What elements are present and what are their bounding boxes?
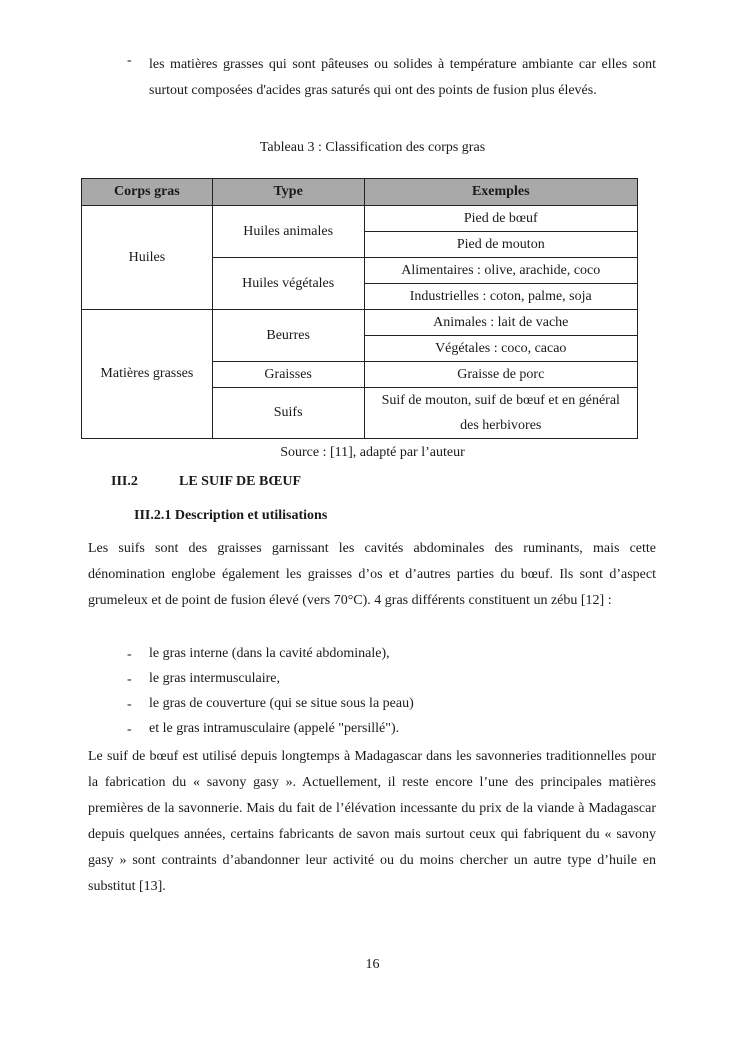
bullet-dash: - — [127, 53, 132, 68]
top-bullet-text: les matières grasses qui sont pâteuses ou solides à température ambiante car elles sont surtout composées d'acides gras saturés qui ont des points de fusion plus élevés. — [149, 57, 656, 98]
subsection-title: III.2.1 Description et utilisations — [134, 508, 328, 523]
page-number: 16 — [365, 957, 380, 972]
cell-huiles-animales: Huiles animales — [212, 206, 364, 258]
cell-suifs-exemples-2: des herbivores — [364, 413, 637, 439]
cell-suifs-exemples-1: Suif de mouton, suif de bœuf et en général — [364, 388, 637, 414]
cell-matieres-grasses: Matières grasses — [82, 310, 213, 439]
section-number: III.2 — [111, 474, 138, 489]
cell-graisses: Graisses — [212, 362, 364, 388]
cell-huiles-vegetales: Huiles végétales — [212, 258, 364, 310]
cell-beurres-animales: Animales : lait de vache — [364, 310, 637, 336]
bullet-dash: - — [127, 647, 132, 662]
table-source: Source : [11], adapté par l’auteur — [280, 445, 465, 460]
bullet-dash: - — [127, 697, 132, 712]
cell-industrielles: Industrielles : coton, palme, soja — [364, 284, 637, 310]
bullet-dash: - — [127, 722, 132, 737]
list-item: le gras intermusculaire, — [149, 671, 281, 686]
list-item: le gras de couverture (qui se situe sous la peau) — [149, 696, 414, 711]
classification-table — [81, 178, 638, 439]
table-caption: Tableau 3 : Classification des corps gras — [259, 140, 486, 155]
cell-pied-mouton: Pied de mouton — [364, 232, 637, 258]
table-header-row — [82, 179, 638, 206]
cell-suifs: Suifs — [212, 388, 364, 439]
paragraph-suif-madagascar: Le suif de bœuf est utilisé depuis longtemps à Madagascar dans les savonneries traditionnelles pour la fabrication du « savony gasy ». Actuellement, il reste encore l’une des principales matières premières de la savonnerie. Mais du fait de l’élévation incessante du prix de la viande à Madagascar depuis quelques années, certains fabricants de savon mais surtout ceux qui fabriquent du « savony gasy » sont contraints d’abandonner leur activité ou du moins chercher un autre type d’huile en substitut [13]. — [88, 749, 656, 894]
header-type: Type — [212, 179, 364, 206]
cell-graisse-porc: Graisse de porc — [364, 362, 637, 388]
bullet-dash: - — [127, 672, 132, 687]
list-item: le gras interne (dans la cavité abdominale), — [149, 646, 390, 661]
cell-pied-boeuf: Pied de bœuf — [364, 206, 637, 232]
table-row — [82, 310, 638, 336]
table-row — [82, 206, 638, 232]
list-item: et le gras intramusculaire (appelé "persillé"). — [149, 721, 400, 736]
cell-beurres-vegetales: Végétales : coco, cacao — [364, 336, 637, 362]
cell-huiles: Huiles — [82, 206, 213, 310]
header-corps-gras: Corps gras — [82, 179, 213, 206]
paragraph-suifs-description: Les suifs sont des graisses garnissant les cavités abdominales des ruminants, mais cette dénomination englobe également les graisses d’os et d’autres parties du bœuf. Ils sont d’aspect grumeleux et de point de fusion élevé (vers 70°C). 4 gras différents constituent un zébu [12] : — [88, 541, 656, 608]
cell-beurres: Beurres — [212, 310, 364, 362]
header-exemples: Exemples — [364, 179, 637, 206]
cell-alimentaires: Alimentaires : olive, arachide, coco — [364, 258, 637, 284]
section-title: LE SUIF DE BŒUF — [179, 474, 302, 489]
